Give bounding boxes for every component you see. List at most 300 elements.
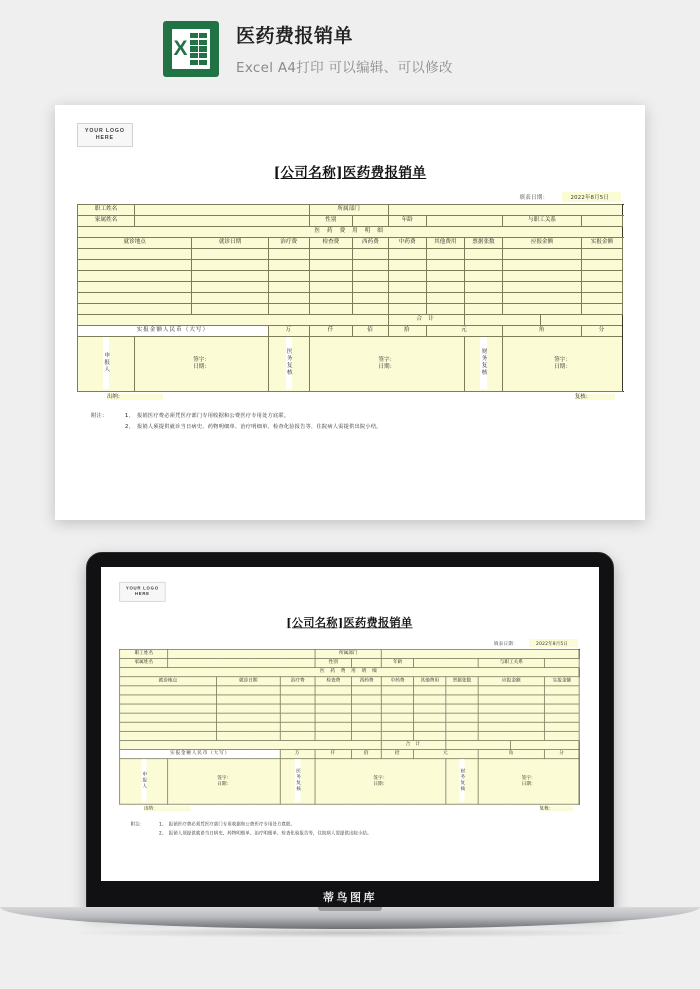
- note-line-2: [131, 829, 580, 838]
- table-cell[interactable]: [268, 281, 309, 292]
- header-banner: [0, 0, 700, 92]
- table-cell[interactable]: [446, 685, 478, 694]
- field-relation[interactable]: [545, 658, 580, 667]
- col-header-place: 就诊地点: [78, 237, 192, 248]
- table-cell[interactable]: [309, 259, 353, 270]
- table-row-detail-header: [120, 667, 580, 676]
- excel-icon: [163, 21, 219, 77]
- col-header-receipt-count: 票据张数: [446, 676, 478, 685]
- total-payable-value[interactable]: [446, 740, 510, 749]
- table-cell[interactable]: [382, 713, 414, 722]
- signature-role-applicant: 申报人: [120, 758, 168, 804]
- table-row-total: [120, 740, 580, 749]
- table-cell[interactable]: [426, 259, 464, 270]
- table-cell[interactable]: [582, 303, 623, 314]
- table-cell[interactable]: [426, 270, 464, 281]
- table-body: [120, 685, 580, 740]
- table-cell[interactable]: [352, 722, 382, 731]
- laptop-lid: [86, 552, 614, 912]
- table-cell[interactable]: [382, 685, 414, 694]
- table-cell[interactable]: [352, 695, 382, 704]
- applicant-sign-label: 签字：: [193, 357, 210, 364]
- col-header-date: 就诊日期: [216, 676, 280, 685]
- signature-field-finance[interactable]: [503, 336, 623, 391]
- table-cell[interactable]: [120, 685, 216, 694]
- table-cell[interactable]: [352, 704, 382, 713]
- table-cell[interactable]: [388, 281, 426, 292]
- logo-placeholder-line2: HERE: [95, 134, 114, 141]
- table-cell[interactable]: [382, 722, 414, 731]
- table-row-family: [120, 658, 580, 667]
- preview-card: [55, 105, 645, 520]
- medical-date-label: 日期：: [378, 363, 396, 370]
- post-signature-row: [119, 804, 579, 811]
- table-cell[interactable]: [464, 292, 502, 303]
- table-cell[interactable]: [268, 248, 309, 259]
- signature-role-finance: 财务复核: [446, 758, 478, 804]
- label-age: 年龄: [388, 215, 426, 226]
- signature-role-applicant: 申报人: [78, 336, 135, 391]
- logo-placeholder-line1: YOUR LOGO: [125, 586, 159, 592]
- table-row-signatures: [120, 758, 580, 804]
- page-title: 医药费报销单: [236, 24, 354, 47]
- table-cell[interactable]: [414, 713, 446, 722]
- cashier-group: [77, 392, 350, 400]
- note-1-num: 1、: [158, 821, 167, 827]
- detail-section-header: 医 药 费 用 明 细: [78, 226, 623, 237]
- table-cell[interactable]: [216, 695, 280, 704]
- table-cell[interactable]: [78, 303, 192, 314]
- table-cell[interactable]: [315, 731, 352, 740]
- table-cell[interactable]: [478, 722, 545, 731]
- field-age[interactable]: [426, 215, 502, 226]
- table-cell[interactable]: [503, 303, 582, 314]
- table-row-capital: [78, 325, 623, 336]
- laptop-shadow: [60, 928, 640, 938]
- table-cell[interactable]: [545, 695, 580, 704]
- table-cell[interactable]: [280, 695, 314, 704]
- table-cell[interactable]: [478, 695, 545, 704]
- label-employee-name: 职工姓名: [78, 204, 135, 215]
- table-cell[interactable]: [120, 695, 216, 704]
- capital-unit-wan: 万: [280, 749, 314, 758]
- medical-date-label: 日期：: [373, 781, 388, 787]
- table-row: [78, 303, 623, 314]
- laptop-brand-text: 蒂鸟图库: [323, 891, 377, 904]
- excel-icon-letter: X: [173, 37, 188, 60]
- table-cell[interactable]: [309, 303, 353, 314]
- laptop-base-notch: [318, 907, 382, 911]
- table-cell[interactable]: [315, 704, 352, 713]
- table-cell[interactable]: [503, 270, 582, 281]
- reimbursement-table: [77, 204, 623, 392]
- table-cell[interactable]: [582, 270, 623, 281]
- field-family-name[interactable]: [168, 658, 315, 667]
- cashier-label[interactable]: 出纳：: [144, 806, 191, 811]
- table-cell[interactable]: [309, 281, 353, 292]
- col-header-exam-fee: 检查费: [309, 237, 353, 248]
- footer-notes: [119, 820, 579, 838]
- total-spacer: [78, 314, 389, 325]
- notes-title: 附注：: [130, 821, 145, 827]
- label-gender: 性别: [309, 215, 353, 226]
- table-cell[interactable]: [464, 248, 502, 259]
- table-row: [78, 248, 623, 259]
- capital-unit-jiao: 角: [503, 325, 582, 336]
- laptop-mockup: [0, 552, 700, 952]
- col-header-other-fee: 其他费用: [414, 676, 446, 685]
- table-cell[interactable]: [426, 248, 464, 259]
- fill-date-row: [77, 192, 623, 202]
- capital-unit-wan: 万: [268, 325, 309, 336]
- col-header-other-fee: 其他费用: [426, 237, 464, 248]
- fill-date-label: 填表日期：: [493, 641, 518, 647]
- reimbursement-table: [119, 649, 579, 805]
- table-cell[interactable]: [315, 695, 352, 704]
- table-cell[interactable]: [309, 270, 353, 281]
- note-1-text: 报销医疗费必须凭医疗部门专用收据和公费医疗专用处方底联。: [137, 412, 290, 419]
- table-cell[interactable]: [120, 704, 216, 713]
- table-cell[interactable]: [478, 713, 545, 722]
- note-1-num: 1、: [125, 412, 135, 419]
- table-cell[interactable]: [582, 292, 623, 303]
- table-cell[interactable]: [388, 259, 426, 270]
- finance-date-label: 日期：: [554, 363, 571, 370]
- table-cell[interactable]: [280, 704, 314, 713]
- recheck-group: [350, 392, 623, 400]
- fill-date-value[interactable]: 2022年8月5日: [562, 192, 621, 202]
- fill-date-row: [119, 639, 579, 647]
- table-cell[interactable]: [582, 248, 623, 259]
- table-cell[interactable]: [216, 685, 280, 694]
- table-cell[interactable]: [315, 685, 352, 694]
- table-row-signatures: [78, 336, 623, 391]
- table-column-headers: [120, 676, 580, 685]
- table-cell[interactable]: [382, 695, 414, 704]
- table-cell[interactable]: [309, 292, 353, 303]
- capital-unit-jiao: 角: [478, 749, 545, 758]
- table-cell[interactable]: [388, 303, 426, 314]
- table-row: [120, 704, 580, 713]
- table-column-headers: [78, 237, 623, 248]
- notes-title: 附注：: [91, 412, 108, 419]
- table-cell[interactable]: [446, 722, 478, 731]
- capital-unit-qian: 仟: [309, 325, 353, 336]
- capital-unit-qian: 仟: [315, 749, 352, 758]
- table-cell[interactable]: [268, 270, 309, 281]
- table-cell[interactable]: [414, 731, 446, 740]
- col-header-chinese-med: 中药费: [388, 237, 426, 248]
- signature-role-medical: 医务复核: [280, 758, 314, 804]
- table-cell[interactable]: [478, 685, 545, 694]
- signature-field-medical[interactable]: [309, 336, 464, 391]
- table-cell[interactable]: [478, 731, 545, 740]
- sheet-main: [55, 105, 645, 520]
- sheet-preview-mini: [101, 567, 598, 881]
- page-subtitle: Excel A4打印 可以编辑、可以修改: [236, 60, 453, 77]
- table-cell[interactable]: [446, 731, 478, 740]
- table-cell[interactable]: [382, 731, 414, 740]
- total-actual-value[interactable]: [510, 740, 579, 749]
- capital-unit-yuan: 元: [426, 325, 502, 336]
- applicant-date-label: 日期：: [217, 781, 232, 787]
- medical-sign-label: 签字：: [373, 776, 388, 781]
- field-department[interactable]: [388, 204, 622, 215]
- logo-placeholder: [119, 582, 165, 601]
- table-row: [78, 281, 623, 292]
- table-cell[interactable]: [353, 292, 388, 303]
- banner-text-group: [236, 22, 453, 77]
- note-2-num: 2、: [158, 830, 167, 836]
- table-cell[interactable]: [545, 713, 580, 722]
- table-cell[interactable]: [192, 248, 268, 259]
- capital-unit-shi: 拾: [382, 749, 414, 758]
- label-department: 所属部门: [309, 204, 388, 215]
- col-header-treatment-fee: 治疗费: [280, 676, 314, 685]
- col-header-actual-amount: 实报金额: [582, 237, 623, 248]
- table-cell[interactable]: [446, 695, 478, 704]
- table-cell[interactable]: [464, 281, 502, 292]
- table-cell[interactable]: [216, 722, 280, 731]
- post-signature-row: [77, 392, 623, 400]
- label-department: 所属部门: [315, 649, 382, 658]
- table-cell[interactable]: [192, 303, 268, 314]
- signature-role-medical: 医务复核: [268, 336, 309, 391]
- col-header-receipt-count: 票据张数: [464, 237, 502, 248]
- table-cell[interactable]: [280, 685, 314, 694]
- table-row-family: [78, 215, 623, 226]
- table-cell[interactable]: [426, 303, 464, 314]
- col-header-actual-amount: 实报金额: [545, 676, 580, 685]
- table-cell[interactable]: [545, 685, 580, 694]
- capital-unit-bai: 佰: [352, 749, 382, 758]
- table-cell[interactable]: [120, 713, 216, 722]
- recheck-label[interactable]: 复核：: [540, 806, 573, 811]
- table-cell[interactable]: [353, 281, 388, 292]
- table-row-employee: [120, 649, 580, 658]
- table-cell[interactable]: [582, 281, 623, 292]
- document-title: [公司名称]医药费报销单: [273, 164, 427, 181]
- field-employee-name[interactable]: [135, 204, 309, 215]
- field-employee-name[interactable]: [168, 649, 315, 658]
- table-cell[interactable]: [353, 270, 388, 281]
- table-cell[interactable]: [216, 704, 280, 713]
- table-cell[interactable]: [280, 713, 314, 722]
- total-label: 合 计: [382, 740, 446, 749]
- sheet-main: [101, 567, 598, 881]
- finance-date-label: 日期：: [521, 781, 536, 787]
- table-row-total: [78, 314, 623, 325]
- table-cell[interactable]: [353, 303, 388, 314]
- table-cell[interactable]: [464, 303, 502, 314]
- table-cell[interactable]: [446, 713, 478, 722]
- signature-field-applicant[interactable]: [135, 336, 269, 391]
- total-spacer: [120, 740, 382, 749]
- table-cell[interactable]: [503, 259, 582, 270]
- capital-unit-fen: 分: [545, 749, 579, 758]
- note-line-2: [91, 422, 623, 433]
- medical-sign-label: 签字：: [378, 357, 396, 364]
- label-age: 年龄: [382, 658, 414, 667]
- note-line-1: [131, 820, 580, 829]
- signature-field-applicant[interactable]: [168, 758, 281, 804]
- total-payable-value[interactable]: [464, 314, 540, 325]
- table-cell[interactable]: [426, 292, 464, 303]
- table-cell[interactable]: [388, 248, 426, 259]
- table-cell[interactable]: [78, 281, 192, 292]
- fill-date-label: 填表日期：: [519, 194, 549, 201]
- label-family-name: 家属姓名: [78, 215, 135, 226]
- table-cell[interactable]: [192, 259, 268, 270]
- signature-field-finance[interactable]: [478, 758, 579, 804]
- label-gender: 性别: [315, 658, 352, 667]
- label-relation: 与职工关系: [478, 658, 545, 667]
- table-cell[interactable]: [352, 731, 382, 740]
- excel-icon-grid: [190, 33, 207, 65]
- table-cell[interactable]: [192, 270, 268, 281]
- capital-amount-label: 实报金额人民币（大写）: [78, 325, 269, 336]
- table-cell[interactable]: [352, 685, 382, 694]
- note-2-num: 2、: [125, 423, 135, 430]
- recheck-group: [349, 804, 579, 811]
- capital-unit-bai: 佰: [353, 325, 388, 336]
- table-cell[interactable]: [352, 713, 382, 722]
- total-actual-value[interactable]: [541, 314, 623, 325]
- table-cell[interactable]: [414, 685, 446, 694]
- col-header-chinese-med: 中药费: [382, 676, 414, 685]
- capital-unit-yuan: 元: [414, 749, 478, 758]
- table-body: [78, 248, 623, 314]
- cashier-label[interactable]: 出纳：: [107, 394, 163, 400]
- table-cell[interactable]: [414, 695, 446, 704]
- table-cell[interactable]: [414, 704, 446, 713]
- field-gender[interactable]: [353, 215, 388, 226]
- capital-amount-label: 实报金额人民币（大写）: [120, 749, 281, 758]
- col-header-treatment-fee: 治疗费: [268, 237, 309, 248]
- table-cell[interactable]: [78, 248, 192, 259]
- table-cell[interactable]: [503, 292, 582, 303]
- table-cell[interactable]: [545, 731, 580, 740]
- field-department[interactable]: [382, 649, 580, 658]
- table-cell[interactable]: [582, 259, 623, 270]
- label-employee-name: 职工姓名: [120, 649, 168, 658]
- logo-placeholder: [77, 123, 133, 147]
- table-row: [120, 713, 580, 722]
- table-row-detail-header: [78, 226, 623, 237]
- signature-role-finance: 财务复核: [464, 336, 502, 391]
- table-cell[interactable]: [503, 248, 582, 259]
- table-row: [78, 259, 623, 270]
- logo-placeholder-line1: YOUR LOGO: [85, 128, 125, 134]
- table-cell[interactable]: [78, 292, 192, 303]
- table-row-capital: [120, 749, 580, 758]
- note-1-text: 报销医疗费必须凭医疗部门专用收据和公费医疗专用处方底联。: [168, 821, 295, 827]
- detail-section-header: 医 药 费 用 明 细: [120, 667, 579, 676]
- table-cell[interactable]: [478, 704, 545, 713]
- table-cell[interactable]: [353, 248, 388, 259]
- capital-unit-fen: 分: [582, 325, 623, 336]
- table-row-employee: [78, 204, 623, 215]
- signature-field-medical[interactable]: [315, 758, 446, 804]
- applicant-sign-label: 签字：: [217, 776, 232, 781]
- table-cell[interactable]: [388, 292, 426, 303]
- table-cell[interactable]: [120, 731, 216, 740]
- table-cell[interactable]: [280, 731, 314, 740]
- logo-placeholder-line2: HERE: [134, 591, 150, 597]
- table-cell[interactable]: [315, 713, 352, 722]
- table-cell[interactable]: [268, 259, 309, 270]
- col-header-exam-fee: 检查费: [315, 676, 352, 685]
- footer-notes: [77, 411, 623, 433]
- recheck-label[interactable]: 复核：: [575, 394, 615, 400]
- table-row: [120, 695, 580, 704]
- table-cell[interactable]: [309, 248, 353, 259]
- table-cell[interactable]: [192, 281, 268, 292]
- col-header-place: 就诊地点: [120, 676, 216, 685]
- table-cell[interactable]: [216, 731, 280, 740]
- table-cell[interactable]: [353, 259, 388, 270]
- table-cell[interactable]: [280, 722, 314, 731]
- capital-unit-shi: 拾: [388, 325, 426, 336]
- label-family-name: 家属姓名: [120, 658, 168, 667]
- applicant-date-label: 日期：: [193, 363, 210, 370]
- table-cell[interactable]: [268, 292, 309, 303]
- table-cell[interactable]: [78, 270, 192, 281]
- col-header-date: 就诊日期: [192, 237, 268, 248]
- finance-sign-label: 签字：: [521, 776, 536, 781]
- table-cell[interactable]: [464, 259, 502, 270]
- table-cell[interactable]: [464, 270, 502, 281]
- table-cell[interactable]: [216, 713, 280, 722]
- table-cell[interactable]: [426, 281, 464, 292]
- laptop-screen: [101, 567, 599, 881]
- table-cell[interactable]: [545, 704, 580, 713]
- document-title: [公司名称]医药费报销单: [286, 616, 413, 630]
- note-line-1: [91, 411, 623, 422]
- table-row: [78, 292, 623, 303]
- col-header-payable-amount: 应报金额: [503, 237, 582, 248]
- note-2-text: 报销人须提供就诊当日病史、药物明细单、治疗明细单、检查化验报告等，住院病人需提供出院小结。: [137, 423, 382, 430]
- table-row: [120, 731, 580, 740]
- total-label: 合 计: [388, 314, 464, 325]
- col-header-payable-amount: 应报金额: [478, 676, 545, 685]
- table-cell[interactable]: [414, 722, 446, 731]
- field-gender[interactable]: [352, 658, 382, 667]
- table-cell[interactable]: [446, 704, 478, 713]
- finance-sign-label: 签字：: [554, 357, 571, 364]
- field-age[interactable]: [414, 658, 478, 667]
- table-cell[interactable]: [382, 704, 414, 713]
- table-cell[interactable]: [545, 722, 580, 731]
- col-header-western-med: 西药费: [352, 676, 382, 685]
- table-cell[interactable]: [192, 292, 268, 303]
- fill-date-value[interactable]: 2022年8月5日: [529, 639, 577, 647]
- table-cell[interactable]: [120, 722, 216, 731]
- note-2-text: 报销人须提供就诊当日病史、药物明细单、治疗明细单、检查化验报告等，住院病人需提供出院小结。: [168, 830, 372, 836]
- field-relation[interactable]: [582, 215, 623, 226]
- cashier-group: [119, 804, 349, 811]
- field-family-name[interactable]: [135, 215, 309, 226]
- table-cell[interactable]: [315, 722, 352, 731]
- label-relation: 与职工关系: [503, 215, 582, 226]
- table-row: [120, 685, 580, 694]
- table-cell[interactable]: [268, 303, 309, 314]
- table-cell[interactable]: [503, 281, 582, 292]
- table-cell[interactable]: [78, 259, 192, 270]
- table-row: [120, 722, 580, 731]
- table-cell[interactable]: [388, 270, 426, 281]
- col-header-western-med: 西药费: [353, 237, 388, 248]
